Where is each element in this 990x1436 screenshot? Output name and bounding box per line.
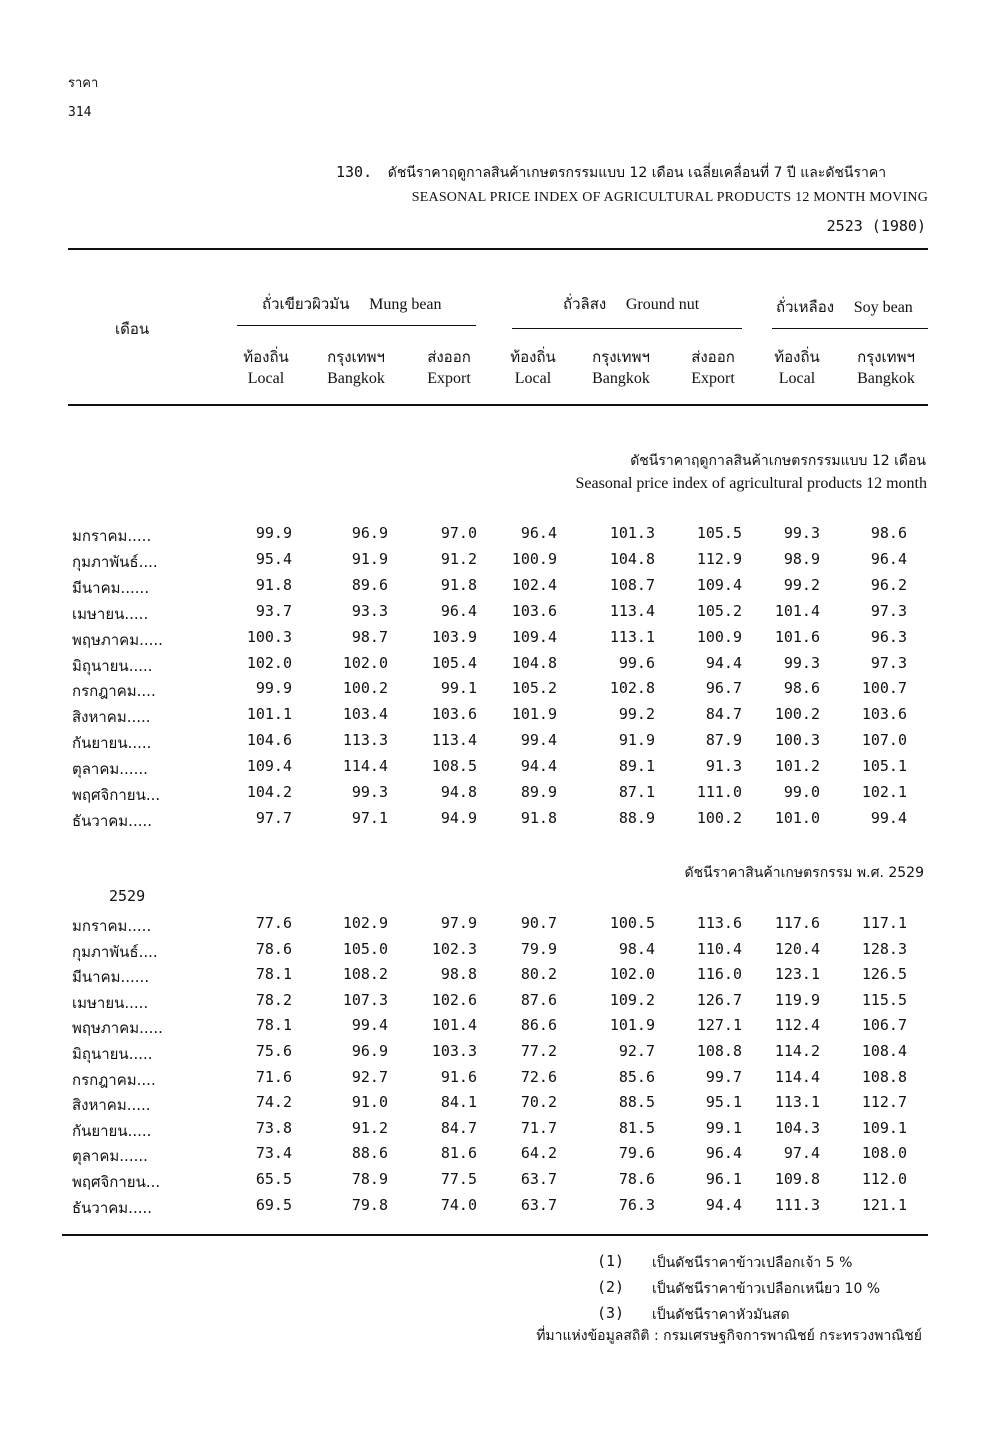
table-row [0, 991, 990, 1015]
value-cell: 113.4 [431, 731, 477, 750]
month-label: มีนาคม...... [72, 578, 150, 597]
value-cell: 107.3 [342, 990, 388, 1009]
value-cell: 102.1 [861, 783, 907, 801]
value-cell: 75.6 [255, 1042, 292, 1060]
section1-caption-thai: ดัชนีราคาฤดูกาลสินค้าเกษตรกรรมแบบ 12 เดือน [630, 453, 926, 469]
month-label: พฤศจิกายน... [72, 786, 161, 804]
value-cell: 91.8 [255, 575, 292, 594]
value-cell: 95.1 [705, 1093, 742, 1112]
value-cell: 96.7 [705, 679, 742, 698]
table-row [0, 1093, 990, 1117]
table-row [0, 757, 990, 781]
value-cell: 105.5 [696, 524, 742, 542]
group-rule-mung-bean [237, 325, 476, 326]
value-cell: 96.1 [705, 1170, 742, 1188]
value-cell: 108.8 [861, 1067, 907, 1086]
table-year: 2523 (1980) [826, 217, 926, 235]
month-label: กุมภาพันธ์.... [72, 942, 158, 961]
value-cell: 74.0 [440, 1195, 477, 1214]
value-cell: 100.9 [696, 627, 742, 646]
value-cell: 99.6 [618, 653, 655, 672]
month-label: ตุลาคม...... [72, 1147, 148, 1166]
source-note: ที่มาแห่งข้อมูลสถิติ : กรมเศรษฐกิจการพาณิชย์ กระทรวงพาณิชย์ [536, 1328, 922, 1344]
value-cell: 102.9 [342, 914, 388, 932]
value-cell: 84.1 [440, 1093, 477, 1112]
value-cell: 120.4 [774, 939, 820, 958]
group-header-ground-nut [563, 292, 699, 316]
value-cell: 78.6 [618, 1170, 655, 1188]
value-cell: 91.2 [440, 549, 477, 568]
value-cell: 104.3 [774, 1118, 820, 1137]
value-cell: 100.2 [774, 705, 820, 724]
value-cell: 94.4 [520, 757, 557, 776]
header-bottom-rule [68, 404, 928, 406]
value-cell: 97.4 [783, 1144, 820, 1163]
table-row [0, 809, 990, 833]
group-rule-ground-nut [512, 328, 742, 329]
column-header-english: Local [778, 370, 816, 387]
value-cell: 98.7 [351, 627, 388, 646]
value-cell: 81.6 [440, 1144, 477, 1163]
month-label: กรกฎาคม.... [72, 1070, 156, 1089]
group-thai: ถั่วเขียวผิวมัน [262, 295, 350, 313]
column-header-english: Export [691, 370, 735, 387]
month-label: กันยายน..... [72, 1121, 152, 1140]
value-cell: 101.4 [431, 1016, 477, 1035]
value-cell: 101.2 [774, 757, 820, 776]
month-label: พฤษภาคม..... [72, 1019, 163, 1038]
value-cell: 97.0 [440, 524, 477, 542]
value-cell: 73.4 [255, 1144, 292, 1163]
table-row [0, 731, 990, 755]
section-label: ราคา [68, 76, 99, 91]
month-label: ตุลาคม...... [72, 760, 148, 779]
value-cell: 96.4 [520, 524, 557, 542]
value-cell: 91.2 [351, 1118, 388, 1137]
value-cell: 78.6 [255, 939, 292, 958]
value-cell: 87.6 [520, 990, 557, 1009]
value-cell: 100.5 [609, 914, 655, 932]
section1-caption-english: Seasonal price index of agricultural products 12 month [575, 475, 927, 492]
table-row [0, 914, 990, 938]
value-cell: 74.2 [255, 1093, 292, 1112]
column-header-english: Local [247, 370, 285, 387]
table-row [0, 1144, 990, 1168]
group-thai: ถั่วลิสง [563, 295, 607, 313]
value-cell: 99.1 [440, 679, 477, 698]
value-cell: 101.4 [774, 601, 820, 620]
value-cell: 103.6 [861, 705, 907, 724]
value-cell: 119.9 [774, 990, 820, 1009]
value-cell: 123.1 [774, 965, 820, 984]
value-cell: 78.1 [255, 1016, 292, 1035]
column-header-thai: กรุงเทพฯ [592, 348, 650, 366]
value-cell: 112.4 [774, 1016, 820, 1035]
table-row [0, 1196, 990, 1220]
table-row [0, 679, 990, 703]
table-row [0, 628, 990, 652]
value-cell: 77.5 [440, 1170, 477, 1188]
value-cell: 99.3 [783, 524, 820, 542]
value-cell: 78.2 [255, 990, 292, 1009]
group-header-mung-bean [262, 292, 442, 316]
value-cell: 101.6 [774, 627, 820, 646]
column-header-thai: ท้องถิ่น [774, 348, 820, 366]
month-label: มกราคม..... [72, 527, 152, 545]
value-cell: 79.8 [351, 1195, 388, 1214]
value-cell: 79.9 [520, 939, 557, 958]
value-cell: 108.5 [431, 757, 477, 776]
value-cell: 112.7 [861, 1093, 907, 1112]
column-header-thai: กรุงเทพฯ [327, 348, 385, 366]
value-cell: 99.2 [618, 705, 655, 724]
group-english: Soy bean [853, 299, 913, 316]
value-cell: 99.9 [255, 524, 292, 542]
value-cell: 99.7 [705, 1067, 742, 1086]
value-cell: 98.9 [783, 549, 820, 568]
value-cell: 114.4 [774, 1067, 820, 1086]
section2-caption-thai: ดัชนีราคาสินค้าเกษตรกรรม พ.ศ. 2529 [684, 865, 924, 881]
value-cell: 96.9 [351, 524, 388, 542]
column-header-english: Bangkok [857, 370, 915, 387]
value-cell: 115.5 [861, 990, 907, 1009]
value-cell: 84.7 [705, 705, 742, 724]
value-cell: 109.8 [774, 1170, 820, 1188]
month-label: ธันวาคม..... [72, 811, 153, 830]
value-cell: 103.3 [431, 1042, 477, 1060]
month-label: มิถุนายน..... [72, 1045, 153, 1063]
column-header-english: Bangkok [592, 370, 650, 387]
footnote-number: (1) [597, 1252, 625, 1270]
value-cell: 99.2 [783, 575, 820, 594]
value-cell: 113.6 [696, 914, 742, 932]
page-number: 314 [68, 105, 92, 120]
value-cell: 102.8 [609, 679, 655, 698]
value-cell: 71.7 [520, 1118, 557, 1137]
table-bottom-rule [62, 1234, 928, 1236]
value-cell: 102.0 [609, 965, 655, 984]
table-number: 130. [336, 163, 373, 181]
month-label: มกราคม..... [72, 917, 152, 935]
value-cell: 88.5 [618, 1093, 655, 1112]
column-header-thai: กรุงเทพฯ [857, 348, 915, 366]
month-label: พฤศจิกายน... [72, 1173, 161, 1191]
value-cell: 102.4 [511, 575, 557, 594]
value-cell: 96.2 [870, 575, 907, 594]
value-cell: 107.0 [861, 731, 907, 750]
value-cell: 90.7 [520, 914, 557, 932]
value-cell: 103.6 [511, 601, 557, 620]
month-label: พฤษภาคม..... [72, 630, 163, 649]
value-cell: 98.6 [783, 679, 820, 698]
value-cell: 96.3 [870, 627, 907, 646]
value-cell: 91.3 [705, 757, 742, 776]
value-cell: 88.9 [618, 808, 655, 827]
table-row [0, 1068, 990, 1092]
value-cell: 108.0 [861, 1144, 907, 1163]
value-cell: 126.5 [861, 965, 907, 984]
value-cell: 64.2 [520, 1144, 557, 1163]
value-cell: 111.0 [696, 783, 742, 801]
group-english: Mung bean [369, 296, 442, 313]
table-row [0, 1016, 990, 1040]
value-cell: 78.1 [255, 965, 292, 984]
value-cell: 65.5 [255, 1170, 292, 1188]
value-cell: 73.8 [255, 1118, 292, 1137]
value-cell: 94.8 [440, 783, 477, 801]
table-row [0, 602, 990, 626]
value-cell: 114.4 [342, 757, 388, 776]
value-cell: 96.9 [351, 1042, 388, 1060]
value-cell: 84.7 [440, 1118, 477, 1137]
table-row [0, 1042, 990, 1066]
value-cell: 79.6 [618, 1144, 655, 1163]
table-row [0, 783, 990, 807]
value-cell: 96.4 [870, 549, 907, 568]
table-title-thai [336, 162, 886, 184]
table-row [0, 1170, 990, 1194]
value-cell: 101.1 [246, 705, 292, 724]
value-cell: 101.9 [609, 1016, 655, 1035]
footnote-number: (3) [597, 1304, 625, 1322]
value-cell: 109.4 [696, 575, 742, 594]
value-cell: 108.2 [342, 965, 388, 984]
value-cell: 99.4 [351, 1016, 388, 1035]
value-cell: 108.4 [861, 1042, 907, 1060]
value-cell: 116.0 [696, 965, 742, 984]
value-cell: 108.7 [609, 575, 655, 594]
value-cell: 88.6 [351, 1144, 388, 1163]
value-cell: 113.3 [342, 731, 388, 750]
value-cell: 94.4 [705, 1195, 742, 1214]
column-header-english: Export [427, 370, 471, 387]
month-label: ธันวาคม..... [72, 1198, 153, 1217]
value-cell: 71.6 [255, 1067, 292, 1086]
month-label: กุมภาพันธ์.... [72, 552, 158, 571]
value-cell: 109.4 [246, 757, 292, 776]
value-cell: 97.3 [870, 653, 907, 672]
table-row [0, 576, 990, 600]
value-cell: 127.1 [696, 1016, 742, 1035]
value-cell: 100.3 [246, 627, 292, 646]
value-cell: 91.9 [351, 549, 388, 568]
month-label: มิถุนายน..... [72, 656, 153, 675]
value-cell: 104.8 [609, 549, 655, 568]
value-cell: 105.0 [342, 939, 388, 958]
value-cell: 93.3 [351, 601, 388, 620]
column-header-thai: ส่งออก [691, 348, 735, 366]
value-cell: 101.3 [609, 524, 655, 542]
value-cell: 113.1 [609, 627, 655, 646]
value-cell: 97.1 [351, 808, 388, 827]
month-label: กรกฎาคม.... [72, 682, 156, 701]
value-cell: 117.6 [774, 914, 820, 932]
value-cell: 99.3 [351, 783, 388, 801]
value-cell: 128.3 [861, 939, 907, 958]
table-title-english: SEASONAL PRICE INDEX OF AGRICULTURAL PRODUCTS 12 MONTH MOVING [411, 190, 928, 205]
value-cell: 99.4 [870, 808, 907, 827]
value-cell: 121.1 [861, 1195, 907, 1214]
table-row [0, 1119, 990, 1143]
value-cell: 126.7 [696, 990, 742, 1009]
value-cell: 94.4 [705, 653, 742, 672]
value-cell: 105.4 [431, 653, 477, 672]
value-cell: 112.0 [861, 1170, 907, 1188]
month-label: สิงหาคม..... [72, 708, 151, 727]
column-header-english: Bangkok [327, 370, 385, 387]
value-cell: 81.5 [618, 1118, 655, 1137]
month-label: มีนาคม...... [72, 968, 150, 987]
month-label: สิงหาคม..... [72, 1096, 151, 1115]
value-cell: 80.2 [520, 965, 557, 984]
table-row [0, 705, 990, 729]
value-cell: 113.1 [774, 1093, 820, 1112]
value-cell: 98.4 [618, 939, 655, 958]
value-cell: 99.0 [783, 783, 820, 801]
column-header-thai: ท้องถิ่น [243, 348, 289, 366]
value-cell: 100.2 [342, 679, 388, 698]
table-row [0, 940, 990, 964]
value-cell: 102.0 [246, 653, 292, 672]
value-cell: 91.9 [618, 731, 655, 750]
title-thai-text: ดัชนีราคาฤดูกาลสินค้าเกษตรกรรมแบบ 12 เดือน เฉลี่ยเคลื่อนที่ 7 ปี และดัชนีราคา [387, 165, 887, 181]
footnote-text: เป็นดัชนีราคาหัวมันสด [652, 1307, 790, 1323]
value-cell: 102.6 [431, 990, 477, 1009]
value-cell: 99.1 [705, 1118, 742, 1137]
value-cell: 105.2 [696, 601, 742, 620]
footnote-text: เป็นดัชนีราคาข้าวเปลือกเจ้า 5 % [652, 1255, 853, 1271]
value-cell: 78.9 [351, 1170, 388, 1188]
value-cell: 91.8 [440, 575, 477, 594]
value-cell: 87.9 [705, 731, 742, 750]
value-cell: 114.2 [774, 1042, 820, 1060]
value-cell: 100.2 [696, 808, 742, 827]
value-cell: 72.6 [520, 1067, 557, 1086]
value-cell: 97.3 [870, 601, 907, 620]
value-cell: 91.6 [440, 1067, 477, 1086]
group-header-soy-bean [776, 295, 913, 319]
table-row [0, 654, 990, 678]
value-cell: 98.6 [870, 524, 907, 542]
value-cell: 87.1 [618, 783, 655, 801]
value-cell: 93.7 [255, 601, 292, 620]
value-cell: 89.6 [351, 575, 388, 594]
value-cell: 102.3 [431, 939, 477, 958]
value-cell: 101.9 [511, 705, 557, 724]
value-cell: 97.7 [255, 808, 292, 827]
footnote-number: (2) [597, 1278, 625, 1296]
value-cell: 85.6 [618, 1067, 655, 1086]
value-cell: 100.9 [511, 549, 557, 568]
month-label: เมษายน..... [72, 993, 149, 1012]
footnote-text: เป็นดัชนีราคาข้าวเปลือกเหนียว 10 % [652, 1281, 881, 1297]
value-cell: 91.0 [351, 1093, 388, 1112]
value-cell: 109.2 [609, 990, 655, 1009]
value-cell: 63.7 [520, 1195, 557, 1214]
value-cell: 109.4 [511, 627, 557, 646]
column-header-thai: ท้องถิ่น [510, 348, 556, 366]
value-cell: 99.9 [255, 679, 292, 698]
column-header-thai: ส่งออก [427, 348, 471, 366]
value-cell: 108.8 [696, 1042, 742, 1060]
value-cell: 86.6 [520, 1016, 557, 1035]
month-label: เมษายน..... [72, 604, 149, 623]
value-cell: 102.0 [342, 653, 388, 672]
value-cell: 103.4 [342, 705, 388, 724]
value-cell: 113.4 [609, 601, 655, 620]
value-cell: 77.6 [255, 914, 292, 932]
value-cell: 117.1 [861, 914, 907, 932]
value-cell: 100.3 [774, 731, 820, 750]
value-cell: 91.8 [520, 808, 557, 827]
value-cell: 104.2 [246, 783, 292, 801]
table-row [0, 524, 990, 548]
month-label: กันยายน..... [72, 734, 152, 753]
value-cell: 112.9 [696, 549, 742, 568]
value-cell: 106.7 [861, 1016, 907, 1035]
value-cell: 63.7 [520, 1170, 557, 1188]
value-cell: 96.4 [440, 601, 477, 620]
value-cell: 100.7 [861, 679, 907, 698]
value-cell: 92.7 [351, 1067, 388, 1086]
value-cell: 77.2 [520, 1042, 557, 1060]
table-row [0, 965, 990, 989]
value-cell: 97.9 [440, 914, 477, 932]
value-cell: 92.7 [618, 1042, 655, 1060]
value-cell: 69.5 [255, 1195, 292, 1214]
value-cell: 111.3 [774, 1195, 820, 1214]
value-cell: 110.4 [696, 939, 742, 958]
value-cell: 98.8 [440, 965, 477, 984]
value-cell: 95.4 [255, 549, 292, 568]
value-cell: 104.8 [511, 653, 557, 672]
group-thai: ถั่วเหลือง [776, 298, 835, 316]
value-cell: 105.2 [511, 679, 557, 698]
value-cell: 103.6 [431, 705, 477, 724]
column-header-english: Local [514, 370, 552, 387]
value-cell: 101.0 [774, 808, 820, 827]
group-english: Ground nut [625, 296, 700, 313]
value-cell: 109.1 [861, 1118, 907, 1137]
group-rule-soy-bean [772, 328, 928, 329]
value-cell: 94.9 [440, 808, 477, 827]
table-row [0, 550, 990, 574]
value-cell: 89.9 [520, 783, 557, 801]
value-cell: 96.4 [705, 1144, 742, 1163]
value-cell: 99.3 [783, 653, 820, 672]
value-cell: 89.1 [618, 757, 655, 776]
value-cell: 70.2 [520, 1093, 557, 1112]
value-cell: 99.4 [520, 731, 557, 750]
header-top-rule [68, 248, 928, 250]
month-column-header: เดือน [115, 320, 150, 338]
value-cell: 76.3 [618, 1195, 655, 1214]
value-cell: 104.6 [246, 731, 292, 750]
value-cell: 105.1 [861, 757, 907, 776]
value-cell: 103.9 [431, 627, 477, 646]
section2-year: 2529 [109, 887, 146, 905]
